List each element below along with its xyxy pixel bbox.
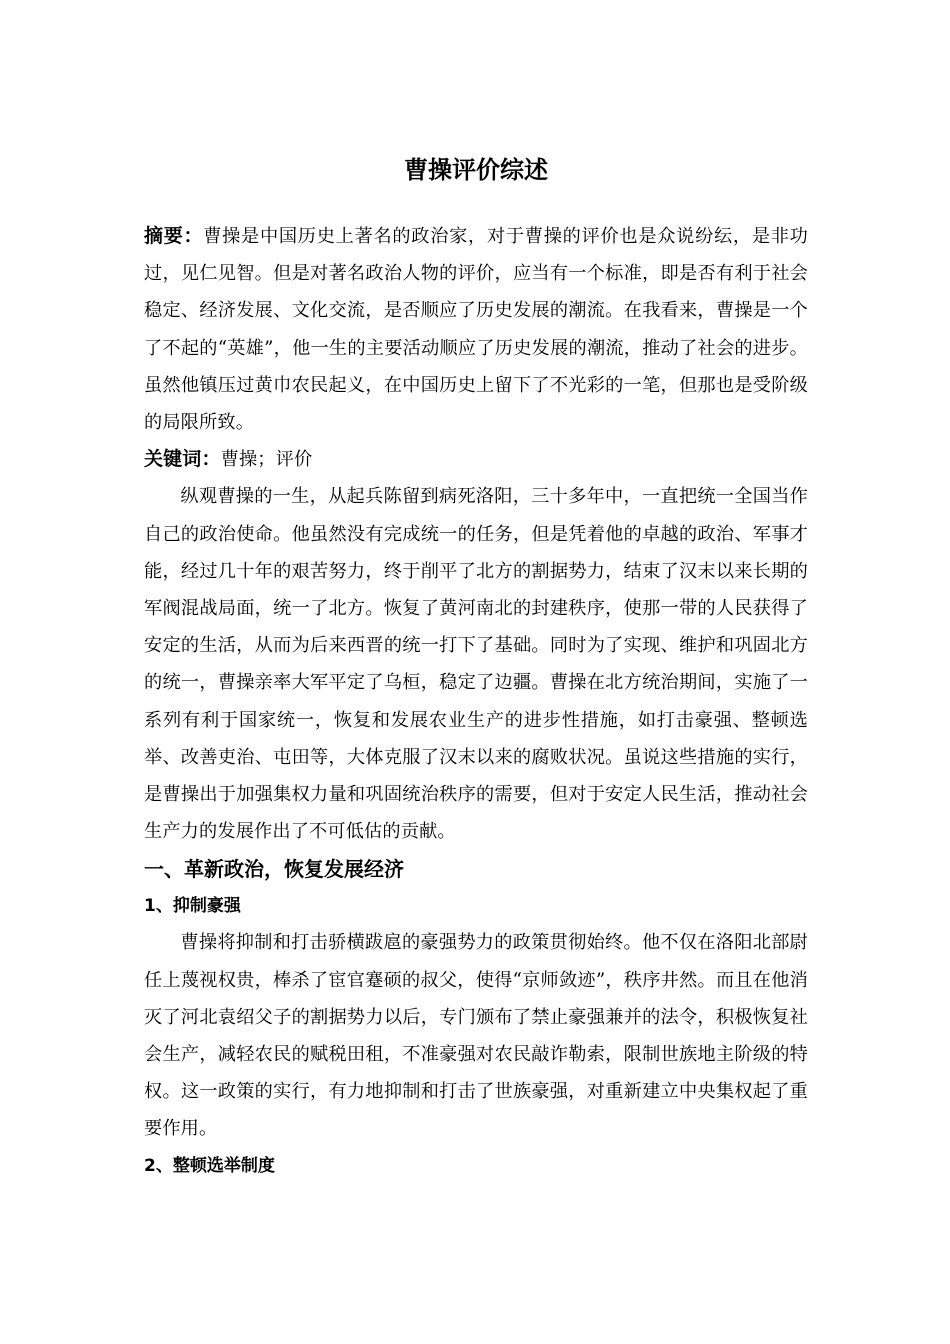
section-heading: 一、革新政治，恢复发展经济 — [144, 857, 404, 882]
keywords-text: 曹操；评价 — [220, 449, 313, 471]
intro-paragraph: 纵观曹操的一生，从起兵陈留到病死洛阳，三十多年中，一直把统一全国当作自己的政治使命。他虽然没有完成统一的任务，但是凭着他的卓越的政治、军事才能，经过几十年的艰苦努力，终于削平了北方的割据势力，结束了汉末以来长期的军阀混战局面，统一了北方。恢复了黄河南北的封建秩序，使那一带的人民获得了安定的生活，从而为后来西晋的统一打下了基础。同时为了实现、维护和巩固北方的统一，曹操亲率大军平定了乌桓，稳定了边疆。曹操在北方统治期间，实施了一系列有利于国家统一，恢复和发展农业生产的进步性措施，如打击豪强、整顿选举、改善吏治、屯田等，大体克服了汉末以来的腐败状况。虽说这些措施的实行，是曹操出于加强集权力量和巩固统治秩序的需要，但对于安定人民生活，推动社会生产力的发展作出了不可低估的贡献。 — [144, 486, 808, 843]
subsection-heading: 2、整顿选举制度 — [144, 1155, 275, 1176]
keywords-paragraph — [144, 441, 808, 478]
abstract-paragraph — [144, 218, 808, 441]
keywords-label: 关键词： — [144, 448, 221, 471]
subsection-heading: 1、抑制豪强 — [144, 896, 241, 917]
subsection-paragraph: 曹操将抑制和打击骄横跋扈的豪强势力的政策贯彻始终。他不仅在洛阳北部尉任上蔑视权贵，棒杀了宦官蹇硕的叔父，使得“京师敛迹”，秩序井然。而且在他消灭了河北袁绍父子的割据势力以后，专门颁布了禁止豪强兼并的法令，积极恢复社会生产，减轻农民的赋税田租，不准豪强对农民敲诈勒索，限制世族地主阶级的特权。这一政策的实行，有力地抑制和打击了世族豪强，对重新建立中央集权起了重要作用。 — [144, 932, 808, 1140]
document-body — [144, 148, 808, 1184]
abstract-text: 曹操是中国历史上著名的政治家，对于曹操的评价也是众说纷纭，是非功过，见仁见智。但是对著名政治人物的评价，应当有一个标准，即是否有利于社会稳定、经济发展、文化交流，是否顺应了历史发展的潮流。在我看来，曹操是一个了不起的“英雄”，他一生的主要活动顺应了历史发展的潮流，推动了社会的进步。虽然他镇压过黄巾农民起义，在中国历史上留下了不光彩的一笔，但那也是受阶级的局限所致。 — [144, 226, 808, 434]
abstract-label: 摘要： — [144, 225, 204, 247]
page-title: 曹操评价综述 — [404, 156, 548, 184]
